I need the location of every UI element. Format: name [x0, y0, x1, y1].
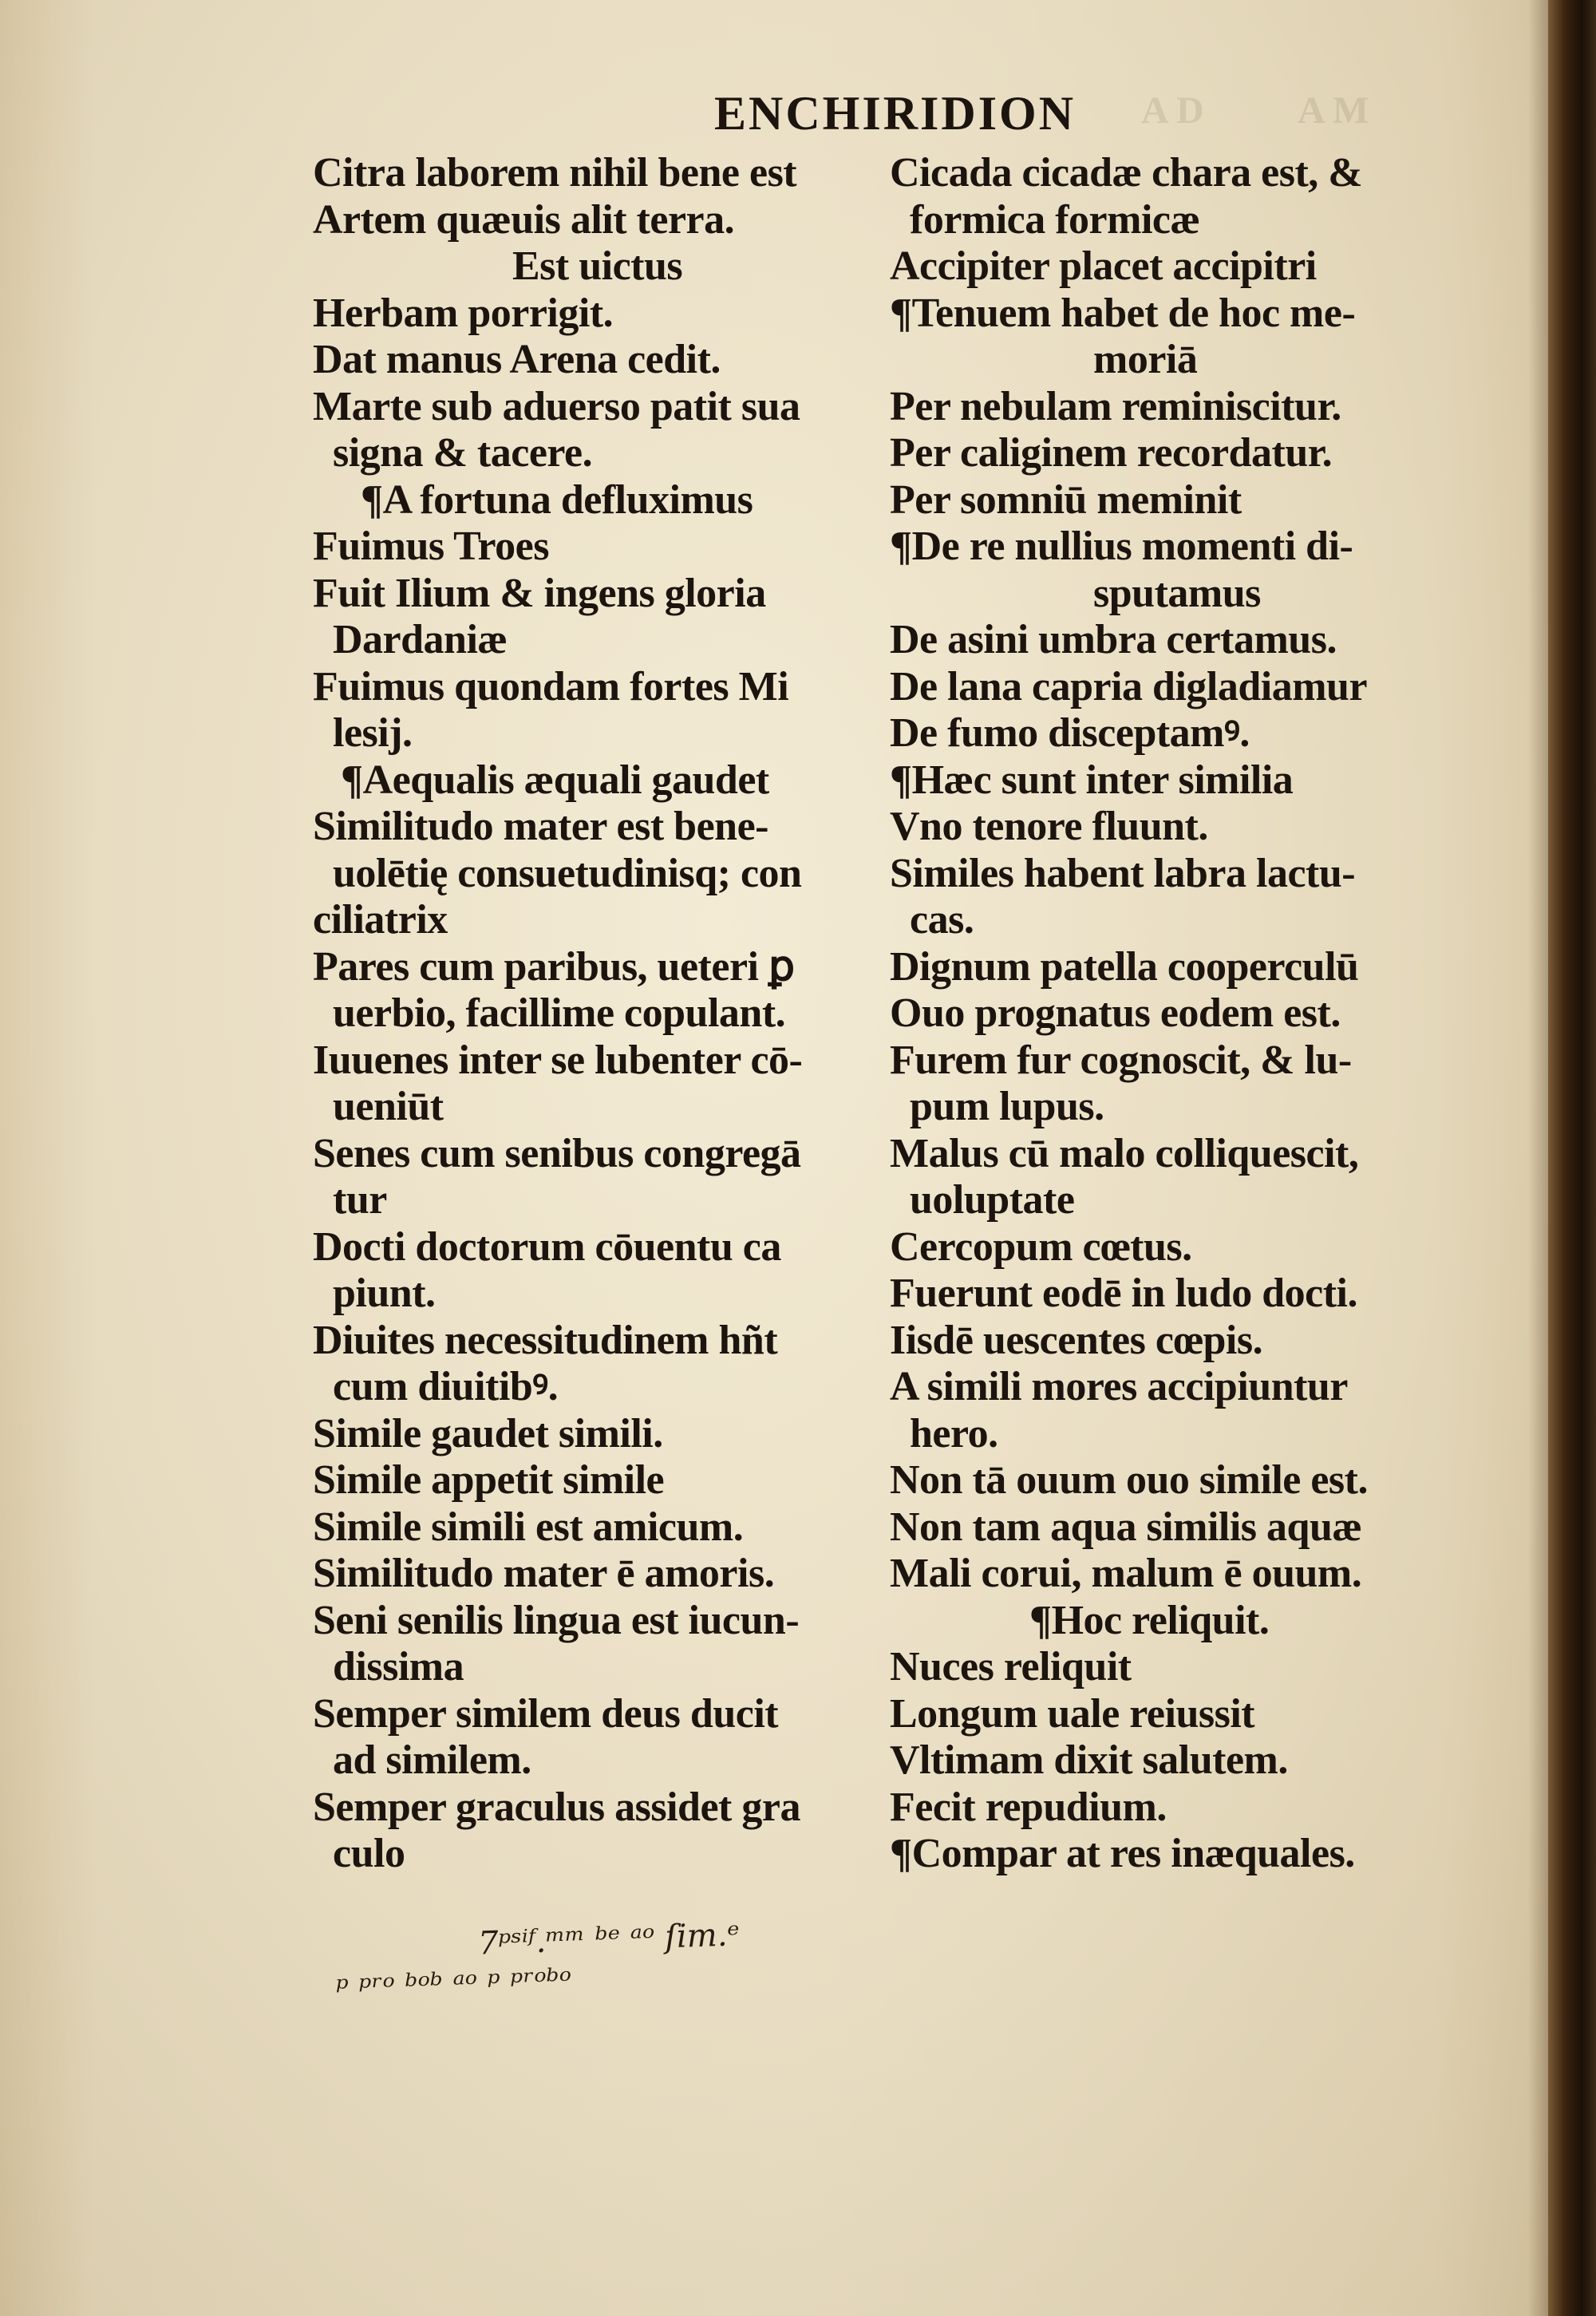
text-line: Simile appetit simile [313, 1457, 665, 1503]
text-line: Vno tenore fluunt. [890, 804, 1208, 849]
text-line: Per nebulam reminiscitur. [890, 383, 1341, 429]
right-text-column [890, 150, 1528, 1878]
text-line: ueniūt [333, 1084, 444, 1129]
text-line: Artem quæuis alit terra. [313, 196, 735, 243]
text-line: Malus cū malo colliquescit, [890, 1130, 1359, 1176]
text-line: ¶Hæc sunt inter similia [890, 757, 1294, 803]
text-line: moriā [1093, 337, 1198, 382]
text-line: A simili mores accipiuntur [890, 1364, 1348, 1409]
text-line: Iuuenes inter se lubenter cō- [313, 1037, 803, 1083]
text-line: Non tam aqua similis aquæ [890, 1504, 1362, 1550]
text-line: pum lupus. [910, 1084, 1104, 1129]
text-line: Herbam porrigit. [313, 290, 614, 336]
text-line: Senes cum senibus congregā [313, 1130, 801, 1176]
text-line: ¶De re nullius momenti di- [890, 524, 1353, 569]
text-line: De asini umbra certamus. [890, 617, 1337, 662]
text-line: Ouo prognatus eodem est. [890, 990, 1341, 1036]
text-line: ¶A fortuna defluximus [361, 476, 753, 523]
text-line: Mali corui, malum ē ouum. [890, 1551, 1362, 1596]
text-line: Fuit Ilium & ingens gloria [313, 570, 766, 616]
text-line: ¶Compar at res inæquales. [890, 1831, 1355, 1876]
text-line: Similitudo mater est bene- [313, 804, 768, 849]
text-line: Longum uale reiussit [890, 1690, 1255, 1737]
text-line: Fuimus quondam fortes Mi [313, 663, 789, 709]
text-line: Iisdē uescentes cœpis. [890, 1317, 1263, 1363]
text-line: Dignum patella cooperculū [890, 943, 1359, 990]
text-line: uoluptate [910, 1177, 1075, 1223]
text-line: Simile simili est amicum. [313, 1504, 744, 1550]
text-line: Semper graculus assidet gra [313, 1784, 800, 1830]
text-line: Nuces reliquit [890, 1644, 1132, 1690]
text-line: formica formicæ [910, 196, 1200, 243]
text-line: Seni senilis lingua est iucun- [313, 1597, 800, 1643]
text-line: Est uictus [512, 243, 683, 289]
text-line: Citra laborem nihil bene est [313, 150, 797, 196]
text-line: Fecit repudium. [890, 1784, 1167, 1830]
text-line: hero. [910, 1410, 998, 1456]
text-line: Vltimam dixit salutem. [890, 1737, 1288, 1783]
text-line: Cicada cicadæ chara est, & [890, 150, 1363, 196]
handwritten-line-2: ᵖ ᵖʳᵒ ᵇᵒᵇ ᵃᵒ ᵖ ᵖʳᵒᵇᵒ [335, 1962, 573, 2007]
show-through-text: A D A M [1141, 89, 1369, 132]
text-line: cas. [910, 897, 974, 943]
handwritten-annotation [334, 1916, 741, 2007]
text-line: De fumo disceptamꝰ. [890, 710, 1250, 756]
text-line: ¶Aequalis æquali gaudet [341, 757, 769, 803]
text-line: Non tā ouum ouo simile est. [890, 1457, 1368, 1503]
text-line: ciliatrix [313, 897, 448, 943]
text-line: De lana capria digladiamur [890, 663, 1368, 709]
text-line: uerbio, facillime copulant. [333, 990, 786, 1036]
left-text-column [313, 150, 887, 1878]
text-line: Per caliginem recordatur. [890, 430, 1333, 476]
text-line: lesij. [333, 710, 413, 756]
text-line: Pares cum paribus, ueteri ꝑ [313, 943, 795, 990]
text-line: piunt. [333, 1271, 436, 1316]
text-line: dissima [333, 1644, 464, 1690]
text-line: Similitudo mater ē amoris. [313, 1551, 775, 1596]
text-line: Diuites necessitudinem hñt [313, 1317, 778, 1363]
text-line: ¶Hoc reliquit. [1029, 1597, 1270, 1643]
text-line: Furem fur cognoscit, & lu- [890, 1037, 1352, 1083]
text-line: ad similem. [333, 1737, 531, 1783]
text-line: Similes habent labra lactu- [890, 850, 1356, 896]
text-line: Cercopum cœtus. [890, 1223, 1192, 1270]
book-spine [1548, 0, 1596, 2316]
text-line: cum diuitibꝰ. [333, 1364, 559, 1409]
text-line: signa & tacere. [333, 430, 593, 476]
text-line: Accipiter placet accipitri [890, 243, 1317, 289]
text-line: ¶Tenuem habet de hoc me- [890, 290, 1356, 336]
running-head: ENCHIRIDION [714, 87, 1077, 140]
text-line: Dat manus Arena cedit. [313, 337, 721, 382]
text-line: Dardaniæ [333, 617, 508, 662]
text-line: Fuerunt eodē in ludo docti. [890, 1271, 1357, 1316]
text-line: Fuimus Troes [313, 524, 549, 569]
handwritten-line-1: 7ᵖˢⁱᶠ.ᵐᵐ ᵇᵉ ᵃᵒ ſim.ᵉ [477, 1916, 741, 1962]
text-line: Semper similem deus ducit [313, 1690, 779, 1737]
text-line: culo [333, 1831, 405, 1876]
text-line: sputamus [1093, 570, 1261, 616]
text-line: Docti doctorum cōuentu ca [313, 1223, 781, 1270]
text-line: Marte sub aduerso patit sua [313, 383, 800, 429]
text-line: uolētię consuetudinisq; con [333, 850, 802, 896]
text-line: Simile gaudet simili. [313, 1410, 663, 1456]
text-line: tur [333, 1177, 387, 1223]
text-line: Per somniū meminit [890, 476, 1242, 523]
